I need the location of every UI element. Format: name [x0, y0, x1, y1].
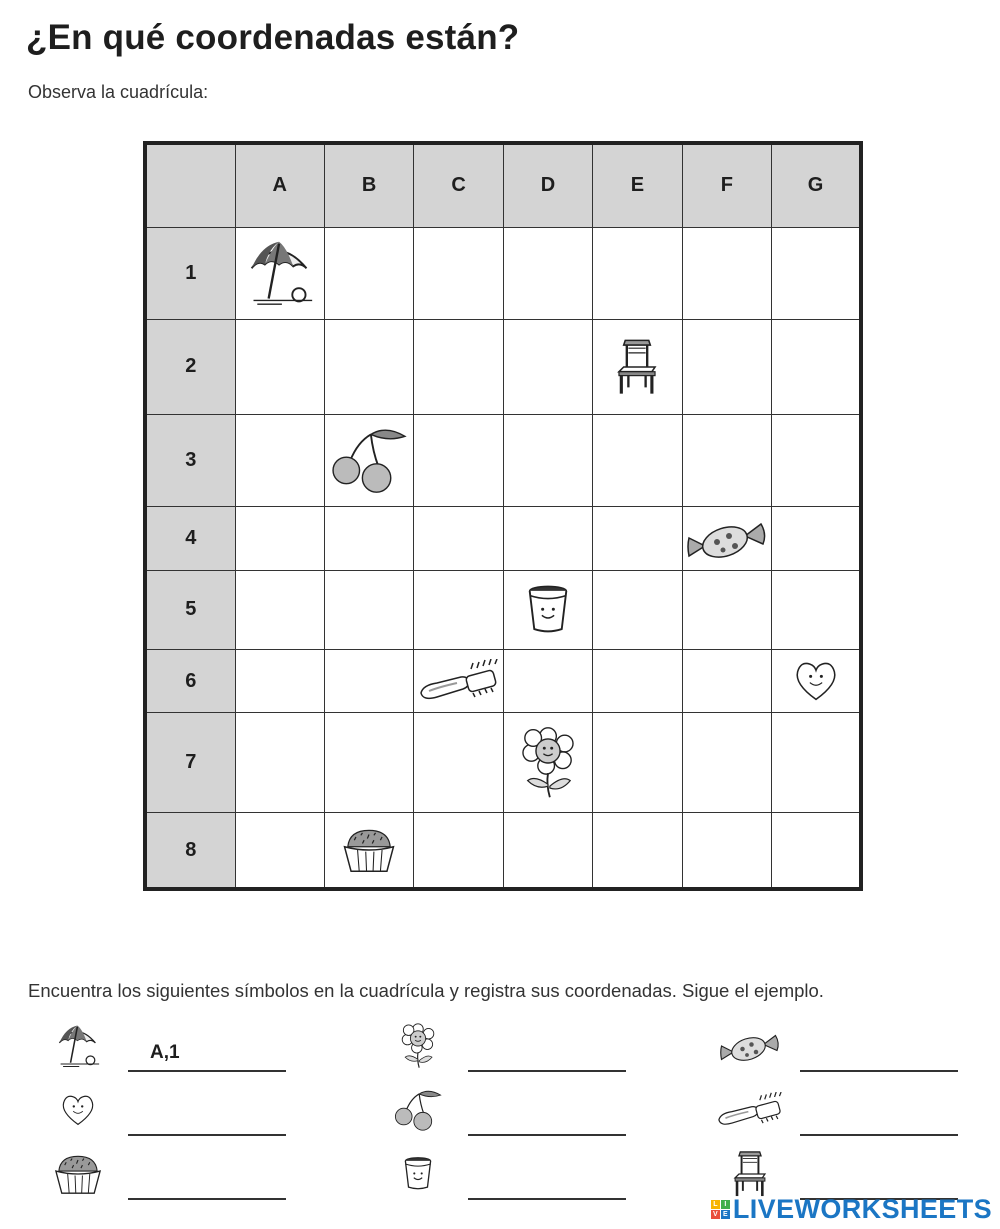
grid-cell-a4: [235, 506, 324, 570]
page-subtitle: Observa la cuadrícula:: [28, 82, 209, 102]
cupcake-icon: [338, 822, 400, 878]
grid-cell-f3: [682, 414, 771, 506]
row-header-6: 6: [145, 649, 235, 713]
grid-cell-f7: [682, 713, 771, 813]
row-header-4: 4: [145, 506, 235, 570]
grid-cell-b1: [324, 227, 413, 319]
grid-cell-f8: [682, 813, 771, 889]
grid-cell-g8: [772, 813, 861, 889]
column-header-e: E: [593, 143, 682, 227]
grid-cell-b4: [324, 506, 413, 570]
logo-text: LIVEWORKSHEETS: [732, 1194, 992, 1224]
column-header-g: G: [772, 143, 861, 227]
answer-line: [468, 1198, 626, 1200]
grid-cell-d7: [503, 713, 592, 813]
cupcake-icon: [50, 1150, 106, 1198]
umbrella-icon: [244, 238, 316, 308]
grid-cell-c8: [414, 813, 503, 889]
grid-row-3: [145, 414, 861, 506]
logo-badge-letter: I: [721, 1200, 730, 1209]
exercise-symbol: [398, 1154, 438, 1199]
grid-cell-a8: [235, 813, 324, 889]
grid-corner-cell: [145, 143, 235, 227]
logo-badge-icon: [711, 1200, 730, 1219]
grid-cell-g4: [772, 506, 861, 570]
answer-line: [468, 1070, 626, 1072]
grid-cell-f2: [682, 319, 771, 414]
grid-cell-a2: [235, 319, 324, 414]
brush-icon: [417, 659, 501, 703]
grid-cell-a3: [235, 414, 324, 506]
cherries-icon: [392, 1088, 444, 1132]
grid-cell-f4: [682, 506, 771, 570]
grid-cell-a1: [235, 227, 324, 319]
logo-badge-letter: L: [711, 1200, 720, 1209]
candy-icon: [717, 1028, 783, 1064]
brush-icon: [715, 1092, 785, 1128]
logo-badge-letter: E: [721, 1210, 730, 1219]
answer-line: [800, 1134, 958, 1136]
grid-row-4: [145, 506, 861, 570]
grid-cell-d5: [503, 570, 592, 649]
row-header-2: 2: [145, 319, 235, 414]
flower-icon: [398, 1022, 438, 1070]
cup-icon: [519, 580, 577, 640]
grid-cell-f1: [682, 227, 771, 319]
row-header-5: 5: [145, 570, 235, 649]
grid-cell-b5: [324, 570, 413, 649]
grid-cell-b6: [324, 649, 413, 713]
answer-line: [800, 1070, 958, 1072]
exercise-symbol: [50, 1150, 106, 1203]
grid-cell-c6: [414, 649, 503, 713]
grid-row-7: [145, 713, 861, 813]
grid-row-1: [145, 227, 861, 319]
grid-cell-d3: [503, 414, 592, 506]
grid-cell-d4: [503, 506, 592, 570]
grid-cell-d8: [503, 813, 592, 889]
row-header-7: 7: [145, 713, 235, 813]
heart-icon: [60, 1092, 96, 1128]
grid-cell-d6: [503, 649, 592, 713]
grid-cell-c7: [414, 713, 503, 813]
grid-cell-c3: [414, 414, 503, 506]
chair-icon: [608, 331, 666, 403]
coordinate-grid: [143, 141, 863, 891]
answer-line: [128, 1070, 286, 1072]
exercise-symbol: [715, 1092, 785, 1133]
exercise-symbol: [717, 1028, 783, 1069]
answer-line: [128, 1198, 286, 1200]
column-header-d: D: [503, 143, 592, 227]
grid-row-5: [145, 570, 861, 649]
umbrella-icon: [53, 1023, 103, 1069]
grid-cell-g6: [772, 649, 861, 713]
grid-cell-c5: [414, 570, 503, 649]
grid-cell-d2: [503, 319, 592, 414]
column-header-a: A: [235, 143, 324, 227]
grid-cell-e3: [593, 414, 682, 506]
instruction-text: Encuentra los siguientes símbolos en la cuadrícula y registra sus coordenadas. Sigue el ejemplo.: [28, 980, 824, 1001]
grid-cell-a5: [235, 570, 324, 649]
liveworksheets-logo: [711, 1194, 992, 1225]
grid-cell-c4: [414, 506, 503, 570]
grid-cell-b8: [324, 813, 413, 889]
grid-cell-d1: [503, 227, 592, 319]
candy-icon: [685, 514, 769, 562]
grid-cell-g3: [772, 414, 861, 506]
grid-cell-g2: [772, 319, 861, 414]
grid-cell-g1: [772, 227, 861, 319]
grid-cell-a7: [235, 713, 324, 813]
grid-cell-e2: [593, 319, 682, 414]
grid-cell-e7: [593, 713, 682, 813]
column-header-f: F: [682, 143, 771, 227]
heart-icon: [793, 657, 839, 705]
row-header-1: 1: [145, 227, 235, 319]
answer-field[interactable]: A,1: [150, 1042, 180, 1063]
page-title: ¿En qué coordenadas están?: [26, 18, 520, 57]
grid-cell-e8: [593, 813, 682, 889]
grid-row-2: [145, 319, 861, 414]
column-header-b: B: [324, 143, 413, 227]
flower-icon: [518, 725, 578, 801]
grid-cell-b3: [324, 414, 413, 506]
grid-cell-e1: [593, 227, 682, 319]
grid-cell-a6: [235, 649, 324, 713]
exercise-symbol: [53, 1023, 103, 1074]
grid-cell-g5: [772, 570, 861, 649]
cherries-icon: [328, 425, 410, 495]
grid-cell-c2: [414, 319, 503, 414]
cup-icon: [398, 1154, 438, 1194]
grid-row-8: [145, 813, 861, 889]
grid-cell-c1: [414, 227, 503, 319]
answer-line: [128, 1134, 286, 1136]
answer-line: [468, 1134, 626, 1136]
column-header-c: C: [414, 143, 503, 227]
exercise-symbol: [60, 1092, 96, 1133]
row-header-3: 3: [145, 414, 235, 506]
grid-cell-b7: [324, 713, 413, 813]
grid-row-6: [145, 649, 861, 713]
grid-cell-g7: [772, 713, 861, 813]
grid-cell-b2: [324, 319, 413, 414]
grid-cell-e6: [593, 649, 682, 713]
exercise-symbol: [398, 1022, 438, 1075]
grid-cell-f5: [682, 570, 771, 649]
grid-cell-f6: [682, 649, 771, 713]
grid-cell-e5: [593, 570, 682, 649]
logo-badge-letter: V: [711, 1210, 720, 1219]
grid-header-row: [145, 143, 861, 227]
exercise-symbol: [392, 1088, 444, 1137]
row-header-8: 8: [145, 813, 235, 889]
grid-cell-e4: [593, 506, 682, 570]
